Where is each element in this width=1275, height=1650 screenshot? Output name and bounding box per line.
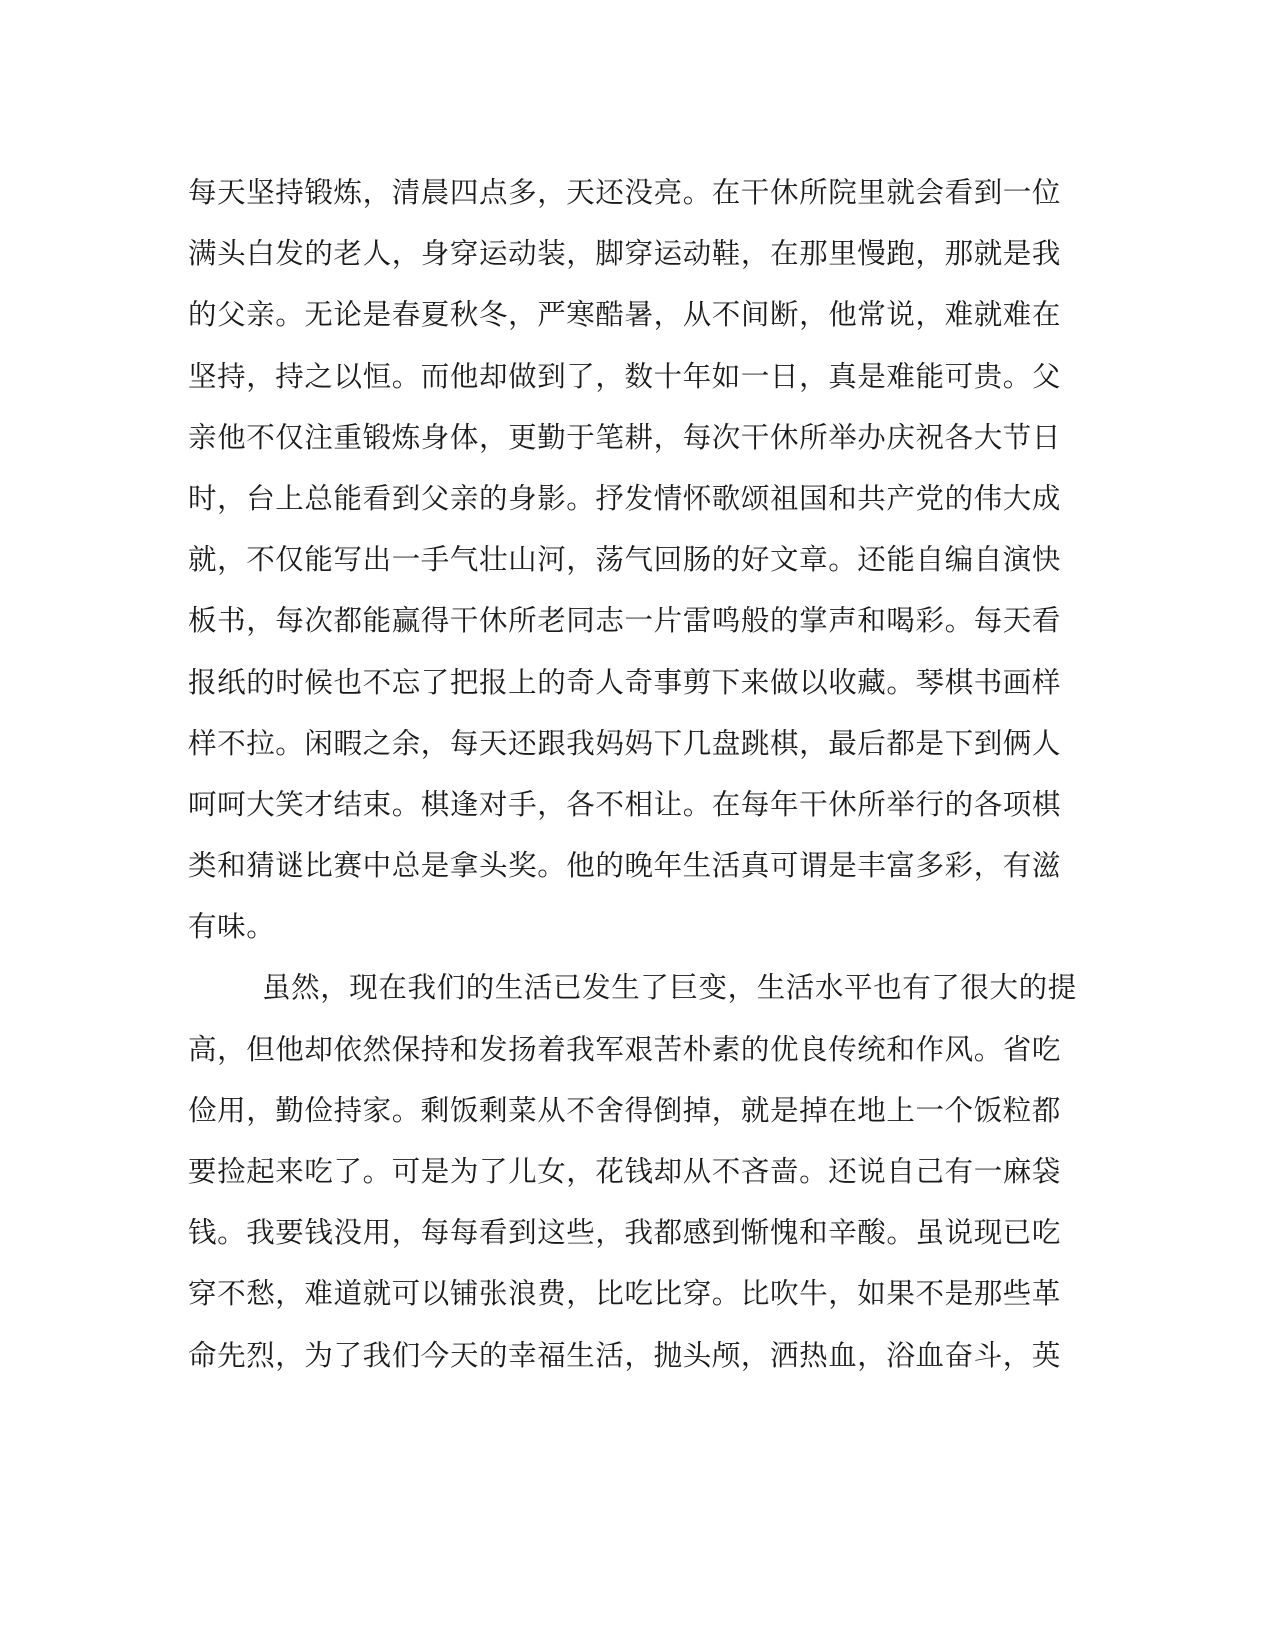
paragraph-line: 满头白发的老人，身穿运动装，脚穿运动鞋，在那里慢跑，那就是我 [188,237,1062,271]
paragraph-line: 报纸的时候也不忘了把报上的奇人奇事剪下来做以收藏。琴棋书画样 [188,665,1062,699]
paragraph-line: 每天坚持锻炼，清晨四点多，天还没亮。在干休所院里就会看到一位 [188,176,1062,209]
paragraph-line: 高，但他却依然保持和发扬着我军艰苦朴素的优良传统和作风。省吃 [188,1032,1062,1066]
paragraph-line: 亲他不仅注重锻炼身体，更勤于笔耕，每次干休所举办庆祝各大节日 [188,420,1062,454]
paragraph-line: 类和猜谜比赛中总是拿头奖。他的晚年生活真可谓是丰富多彩，有滋 [188,849,1062,883]
paragraph-line: 命先烈，为了我们今天的幸福生活，抛头颅，洒热血，浴血奋斗，英 [188,1338,1062,1372]
paragraph-line: 穿不愁，难道就可以铺张浪费，比吃比穿。比吹牛，如果不是那些革 [188,1277,1062,1311]
paragraph-line: 板书，每次都能赢得干休所老同志一片雷鸣般的掌声和喝彩。每天看 [188,604,1062,638]
paragraph-line: 钱。我要钱没用，每每看到这些，我都感到惭愧和辛酸。虽说现已吃 [188,1216,1062,1250]
paragraph-line: 俭用，勤俭持家。剩饭剩菜从不舍得倒掉，就是掉在地上一个饭粒都 [188,1093,1062,1127]
paragraph-line: 虽然，现在我们的生活已发生了巨变，生活水平也有了很大的提 [262,971,1077,1005]
paragraph-line: 呵呵大笑才结束。棋逢对手，各不相让。在每年干休所举行的各项棋 [188,787,1062,821]
paragraph-line: 要捡起来吃了。可是为了儿女，花钱却从不吝啬。还说自己有一麻袋 [188,1155,1062,1188]
paragraph-line: 就，不仅能写出一手气壮山河，荡气回肠的好文章。还能自编自演快 [188,543,1062,577]
paragraph-line: 有味。 [188,910,276,944]
paragraph-line: 坚持，持之以恒。而他却做到了，数十年如一日，真是难能可贵。父 [188,359,1062,393]
body-text [188,162,1077,1386]
paragraph-line: 时，台上总能看到父亲的身影。抒发情怀歌颂祖国和共产党的伟大成 [188,481,1062,515]
paragraph-line: 的父亲。无论是春夏秋冬，严寒酷暑，从不间断，他常说，难就难在 [188,298,1062,332]
paragraph-line: 样不拉。闲暇之余，每天还跟我妈妈下几盘跳棋，最后都是下到俩人 [188,726,1062,760]
